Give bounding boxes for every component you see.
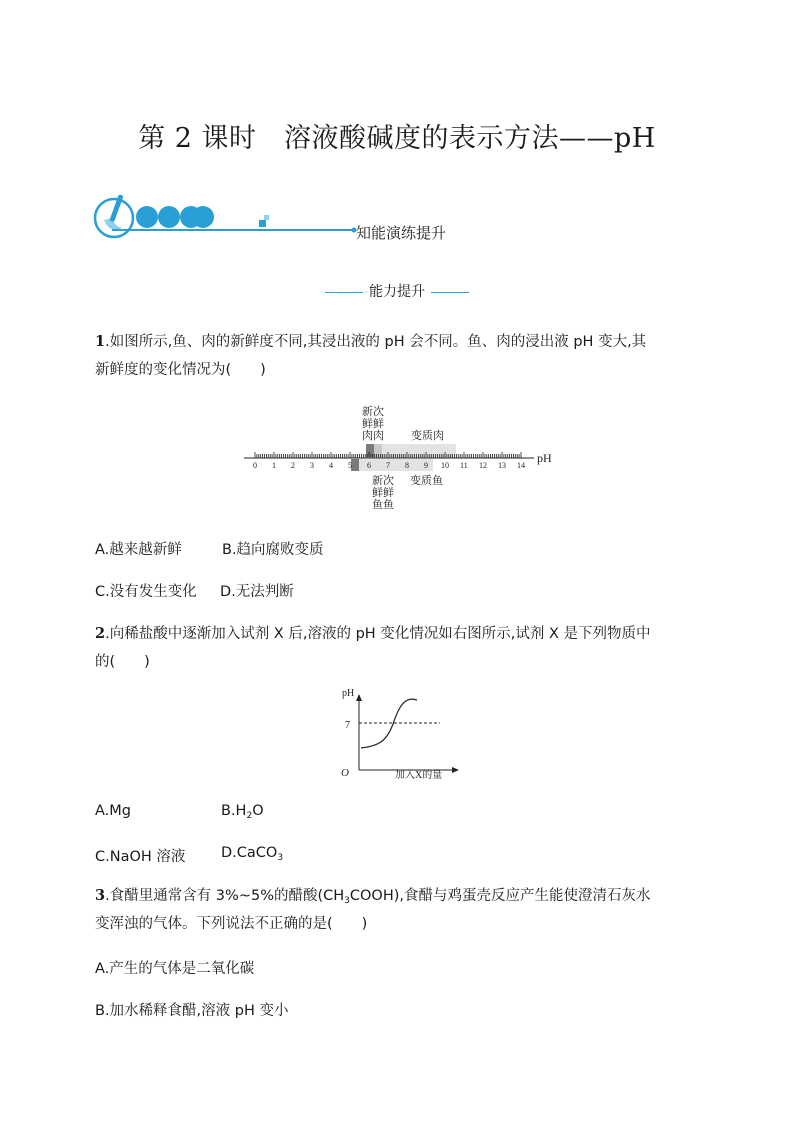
bottom-label-line3: 鱼鱼 bbox=[372, 499, 394, 511]
ph-curve-figure bbox=[335, 684, 465, 786]
tick-label: 9 bbox=[424, 461, 428, 470]
section-label: 知能演练提升 bbox=[356, 224, 447, 242]
question-1 bbox=[95, 328, 695, 384]
question-2 bbox=[95, 620, 695, 676]
tick-label: 8 bbox=[405, 461, 409, 470]
tick-label: 4 bbox=[329, 461, 333, 470]
bottom-label-line1: 新次 bbox=[372, 475, 394, 487]
top-right-label: 变质肉 bbox=[411, 430, 444, 442]
bottom-right-label: 变质鱼 bbox=[410, 475, 443, 487]
y-axis-label: pH bbox=[342, 688, 355, 699]
q1-option-d: D.无法判断 bbox=[220, 584, 294, 600]
q3-option-a: A.产生的气体是二氧化碳 bbox=[95, 961, 255, 977]
question-text: .如图所示,鱼、肉的新鲜度不同,其浸出液的 pH 会不同。鱼、肉的浸出液 pH 变大,其 bbox=[105, 334, 647, 350]
question-number: 2 bbox=[95, 625, 106, 642]
q1-option-a: A.越来越新鲜 bbox=[95, 542, 182, 558]
question-number: 1 bbox=[95, 333, 106, 350]
tick-label: 11 bbox=[460, 461, 468, 470]
page-title: 第 2 课时 溶液酸碱度的表示方法——pH bbox=[138, 123, 656, 154]
sub-heading-text: 能力提升 bbox=[369, 284, 425, 300]
top-label-line3: 肉肉 bbox=[362, 430, 384, 442]
tick-label: 5 bbox=[348, 461, 352, 470]
question-text: 的( ) bbox=[95, 654, 150, 670]
tick-label: 14 bbox=[517, 461, 525, 470]
q1-option-b: B.趋向腐败变质 bbox=[222, 542, 324, 558]
top-label-line2: 鲜鲜 bbox=[362, 418, 384, 430]
origin-label: O bbox=[341, 767, 349, 779]
y-tick-7: 7 bbox=[345, 720, 350, 731]
top-label-line1: 新次 bbox=[362, 406, 384, 418]
tick-label: 2 bbox=[291, 461, 295, 470]
question-text: .向稀盐酸中逐渐加入试剂 X 后,溶液的 pH 变化情况如右图所示,试剂 X 是下列物质中 bbox=[105, 626, 651, 642]
question-3: 3.食醋里通常含有 3%~5%的醋酸$(CH_3COOH)$,食醋与鸡蛋壳反应产生能使澄清石灰水 变浑浊的气体。下列说法不正确的是( ) bbox=[95, 882, 695, 938]
tick-label: 13 bbox=[498, 461, 506, 470]
q2-option-d: D.CaCO$_3$ bbox=[221, 845, 284, 863]
section-banner bbox=[92, 190, 362, 242]
tick-label: 12 bbox=[479, 461, 487, 470]
axis-label: pH bbox=[537, 451, 552, 465]
tick-label: 1 bbox=[272, 461, 276, 470]
tick-label: 0 bbox=[253, 461, 257, 470]
tick-label: 7 bbox=[386, 461, 390, 470]
tick-label: 10 bbox=[441, 461, 449, 470]
x-axis-label: 加入X的量 bbox=[395, 770, 443, 781]
ph-scale-figure bbox=[240, 402, 560, 514]
q1-option-c: C.没有发生变化 bbox=[95, 584, 197, 600]
tick-label: 6 bbox=[367, 461, 371, 470]
tick-label: 3 bbox=[310, 461, 314, 470]
ph-curve bbox=[361, 699, 417, 748]
bottom-label-line2: 鲜鲜 bbox=[372, 487, 394, 499]
sub-heading bbox=[0, 281, 794, 301]
question-text: 变浑浊的气体。下列说法不正确的是( ) bbox=[95, 916, 368, 932]
question-number: 3 bbox=[95, 887, 106, 904]
q2-option-c: C.NaOH 溶液 bbox=[95, 849, 186, 865]
q2-option-b: $B.H_2O$ bbox=[221, 803, 264, 821]
q2-option-a: A.Mg bbox=[95, 803, 131, 819]
question-text: 新鲜度的变化情况为( ) bbox=[95, 362, 266, 378]
q3-option-b: B.加水稀释食醋,溶液 pH 变小 bbox=[95, 1003, 289, 1019]
